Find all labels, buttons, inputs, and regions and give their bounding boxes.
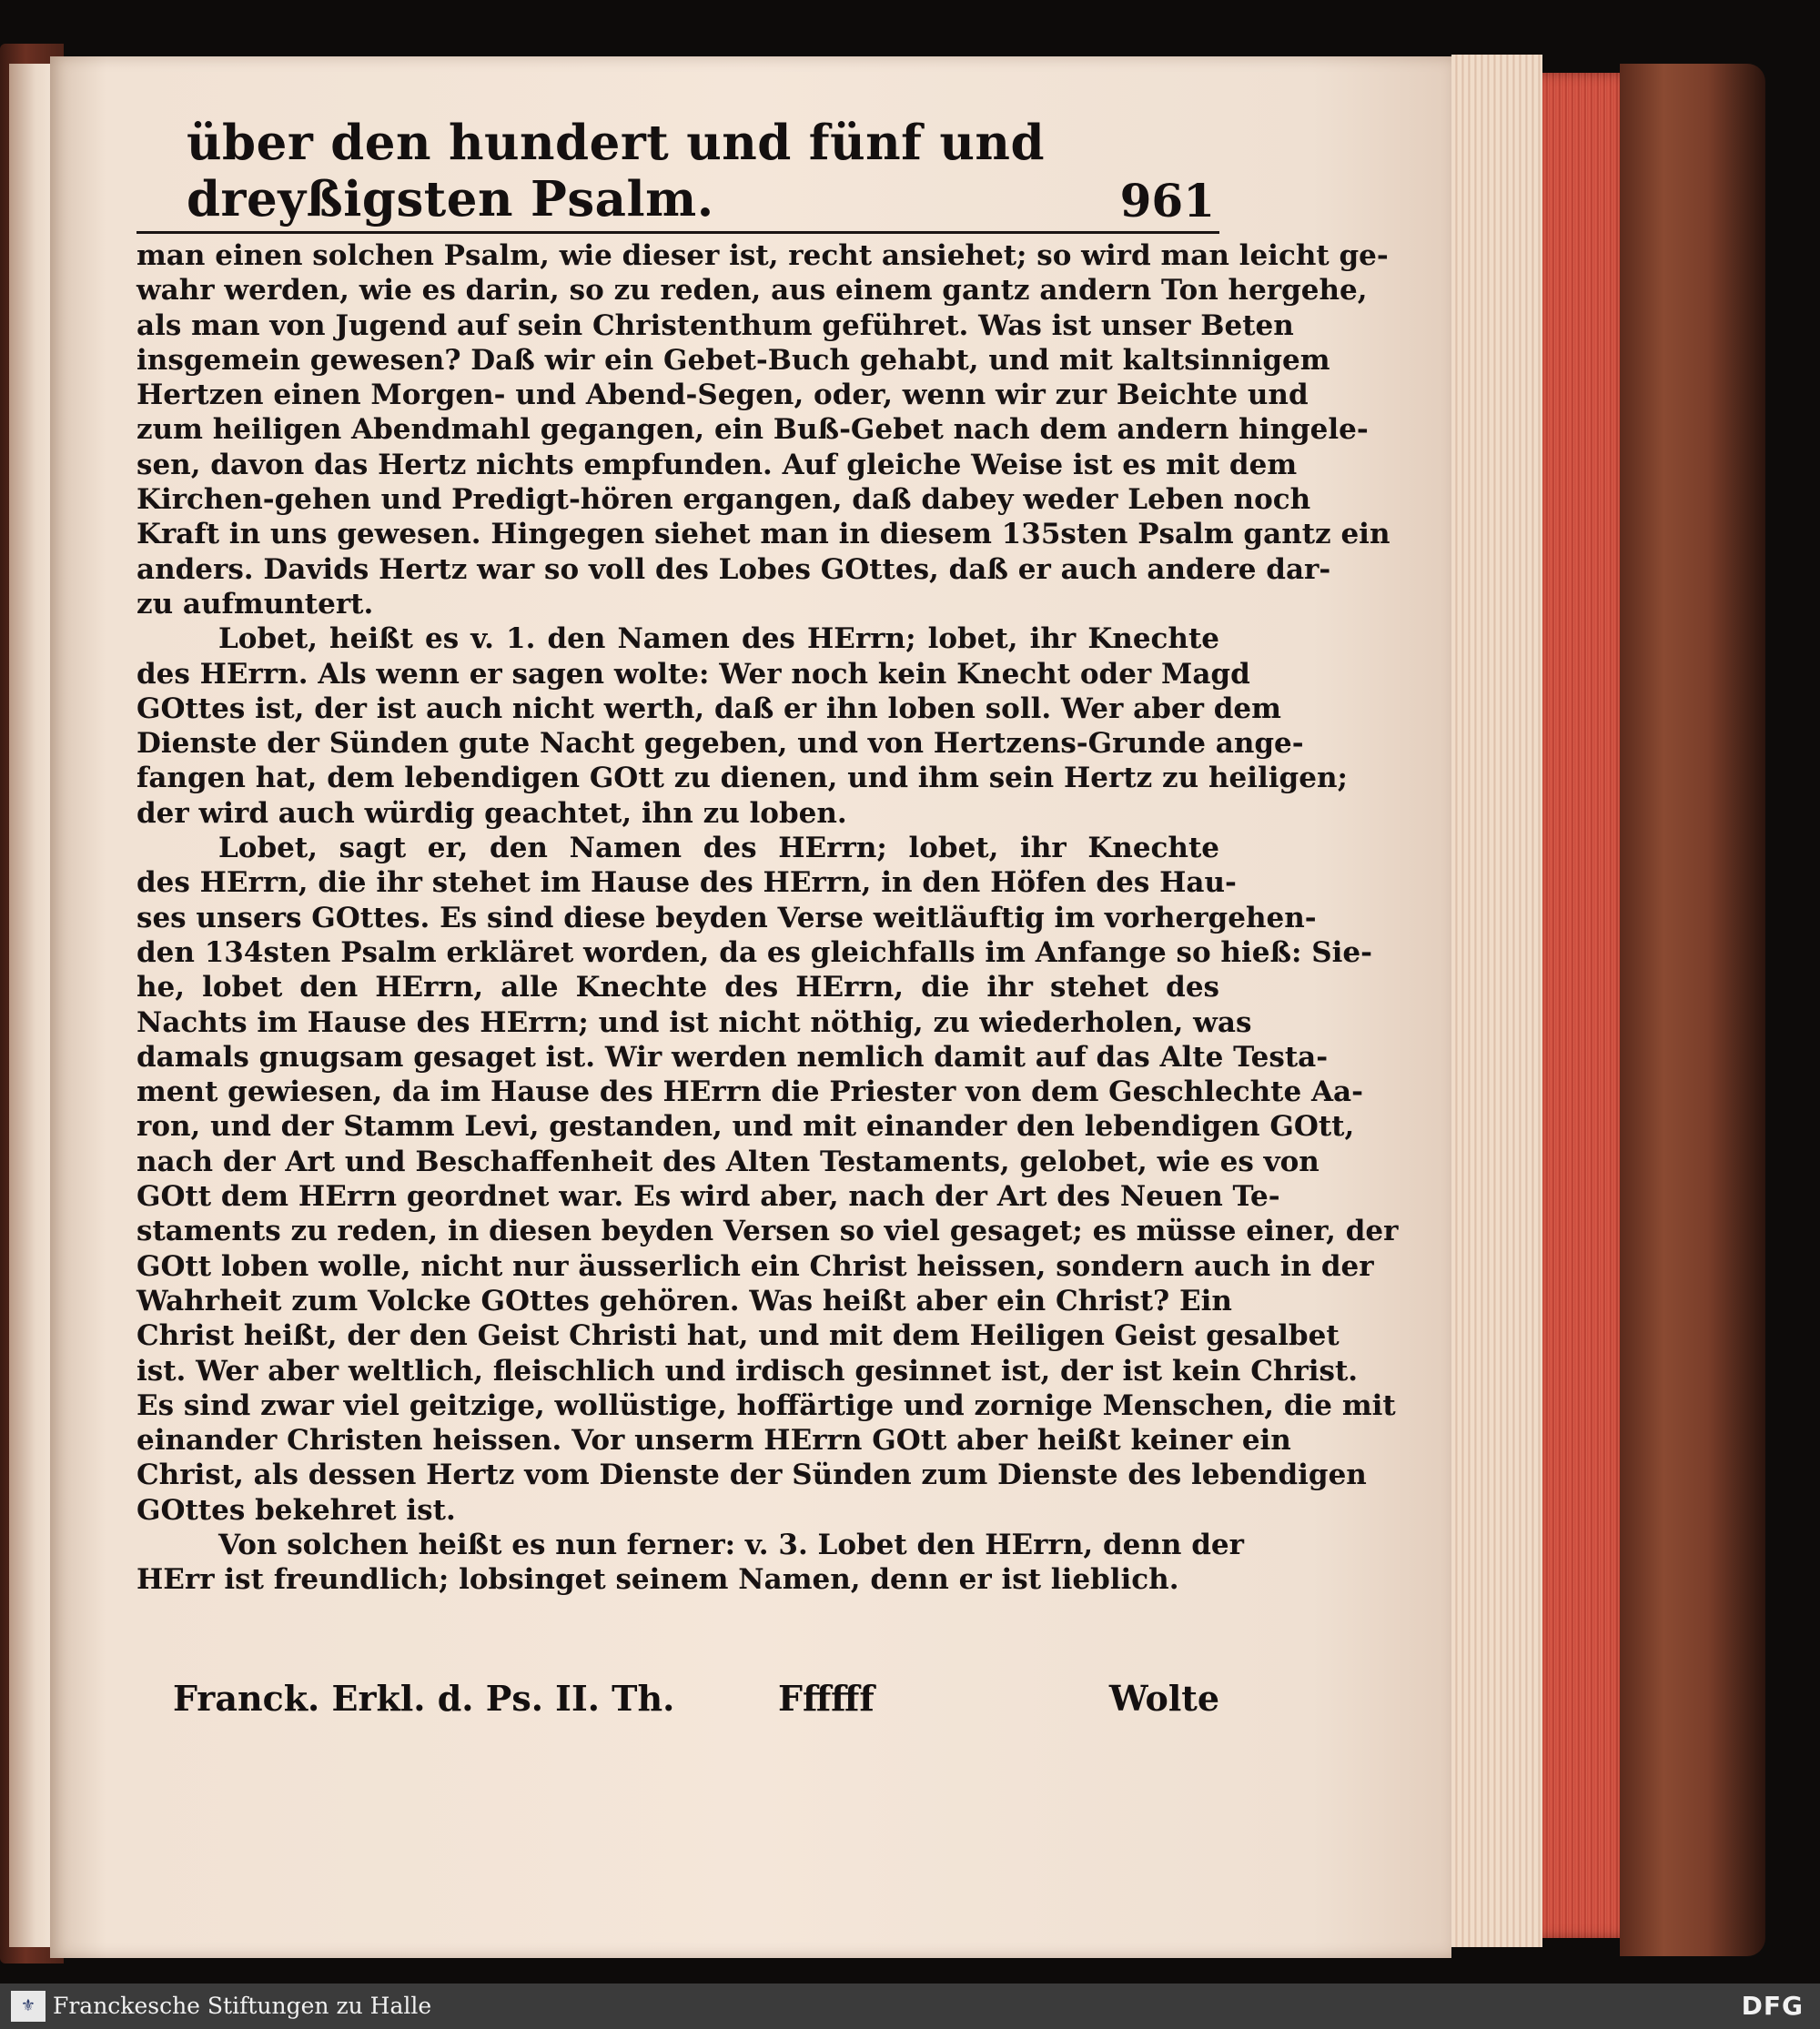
- text-line: GOtt loben wolle, nicht nur äusserlich ein Christ heissen, sondern auch in der: [136, 1249, 1374, 1283]
- body-text: [136, 238, 1399, 1598]
- institution-name[interactable]: Franckesche Stiftungen zu Halle: [53, 1993, 432, 2019]
- text-line: Es sind zwar viel geitzige, wollüstige, hoffärtige und zornige Menschen, die mit: [136, 1388, 1396, 1422]
- text-line: wahr werden, wie es darin, so zu reden, aus einem gantz andern Ton hergehe,: [136, 274, 1368, 308]
- text-line: Kraft in uns gewesen. Hingegen siehet man in diesem 135sten Psalm gantz ein: [136, 518, 1390, 551]
- header-rule: [136, 231, 1219, 234]
- text-line: ment gewiesen, da im Hause des HErrn die Priester von dem Geschlechte Aa-: [136, 1075, 1363, 1109]
- text-line: damals gnugsam gesaget ist. Wir werden nemlich damit auf das Alte Testa-: [136, 1040, 1329, 1074]
- text-line: insgemein gewesen? Daß wir ein Gebet-Buch gehabt, und mit kaltsinnigem: [136, 343, 1330, 377]
- text-line: Wahrheit zum Volcke GOttes gehören. Was heißt aber ein Christ? Ein: [136, 1284, 1232, 1317]
- text-line: sen, davon das Hertz nichts empfunden. Auf gleiche Weise ist es mit dem: [136, 448, 1298, 481]
- text-line: anders. Davids Hertz war so voll des Lobes GOttes, daß er auch andere dar-: [136, 552, 1331, 586]
- text-line: staments zu reden, in diesen beyden Versen so viel gesaget; es müsse einer, der: [136, 1215, 1399, 1248]
- text-line: he, lobet den HErrn, alle Knechte des HErrn, die ihr stehet des: [136, 971, 1219, 1004]
- text-line: des HErrn. Als wenn er sagen wolte: Wer noch kein Knecht oder Magd: [136, 657, 1250, 691]
- text-line: einander Christen heissen. Vor unserm HErrn GOtt aber heißt keiner ein: [136, 1424, 1291, 1458]
- running-header: [187, 115, 1215, 227]
- text-line: Christ, als dessen Hertz vom Dienste der Sünden zum Dienste des lebendigen: [136, 1459, 1367, 1492]
- running-title: über den hundert und fünf und dreyßigsten Psalm.: [187, 115, 1046, 227]
- text-line: ron, und der Stamm Levi, gestanden, und mit einander den lebendigen GOtt,: [136, 1110, 1355, 1144]
- signature-line: Franck. Erkl. d. Ps. II. Th.: [173, 1678, 675, 1719]
- text-line: zu aufmuntert.: [136, 587, 374, 621]
- text-line: Dienste der Sünden gute Nacht gegeben, und von Hertzens-Grunde ange-: [136, 727, 1304, 761]
- page-footer: [173, 1678, 1219, 1723]
- bottom-bar: [0, 1984, 1820, 2029]
- text-line: Lobet, heißt es v. 1. den Namen des HErrn; lobet, ihr Knechte: [218, 622, 1219, 656]
- text-line: als man von Jugend auf sein Christenthum geführet. Was ist unser Beten: [136, 308, 1294, 342]
- text-line: Hertzen einen Morgen- und Abend-Segen, oder, wenn wir zur Beichte und: [136, 379, 1309, 412]
- right-book-cover: [1620, 64, 1765, 1956]
- text-line: des HErrn, die ihr stehet im Hause des HErrn, in den Höfen des Hau-: [136, 866, 1237, 900]
- institution-logo-icon[interactable]: ⚜: [11, 1991, 46, 2022]
- text-line: HErr ist freundlich; lobsinget seinem Namen, denn er ist lieblich.: [136, 1563, 1179, 1597]
- signature-mark: Ffffff: [778, 1678, 875, 1719]
- text-line: Christ heißt, der den Geist Christi hat, und mit dem Heiligen Geist gesalbet: [136, 1319, 1340, 1353]
- page-number: 961: [1119, 174, 1215, 227]
- text-line: den 134sten Psalm erkläret worden, da es gleichfalls im Anfange so hieß: Sie-: [136, 935, 1372, 969]
- text-line: der wird auch würdig geachtet, ihn zu loben.: [136, 796, 847, 830]
- text-line: ist. Wer aber weltlich, fleischlich und irdisch gesinnet ist, der ist kein Christ.: [136, 1354, 1359, 1388]
- catchword: Wolte: [1108, 1678, 1219, 1719]
- text-line: man einen solchen Psalm, wie dieser ist, recht ansiehet; so wird man leicht ge-: [136, 239, 1389, 272]
- text-line: Von solchen heißt es nun ferner: v. 3. Lobet den HErrn, denn der: [218, 1528, 1244, 1561]
- text-line: GOttes bekehret ist.: [136, 1493, 456, 1527]
- text-line: ses unsers GOttes. Es sind diese beyden Verse weitläuftig im vorhergehen-: [136, 901, 1317, 934]
- text-line: Kirchen-gehen und Predigt-hören ergangen, daß dabey weder Leben noch: [136, 483, 1311, 517]
- text-line: fangen hat, dem lebendigen GOtt zu dienen, und ihm sein Hertz zu heiligen;: [136, 762, 1348, 795]
- text-line: GOttes ist, der ist auch nicht werth, daß er ihn loben soll. Wer aber dem: [136, 691, 1281, 725]
- page-stack-edge: [1451, 55, 1542, 1947]
- text-line: Lobet, sagt er, den Namen des HErrn; lobet, ihr Knechte: [218, 832, 1219, 865]
- text-line: Nachts im Hause des HErrn; und ist nicht nöthig, zu wiederholen, was: [136, 1005, 1252, 1039]
- text-line: nach der Art und Beschaffenheit des Alten Testaments, gelobet, wie es von: [136, 1145, 1320, 1178]
- left-page-edge: [9, 64, 53, 1947]
- dfg-logo[interactable]: DFG: [1741, 1991, 1804, 2021]
- text-line: GOtt dem HErrn geordnet war. Es wird aber, nach der Art des Neuen Te-: [136, 1180, 1280, 1214]
- text-line: zum heiligen Abendmahl gegangen, ein Buß-Gebet nach dem andern hingele-: [136, 413, 1369, 447]
